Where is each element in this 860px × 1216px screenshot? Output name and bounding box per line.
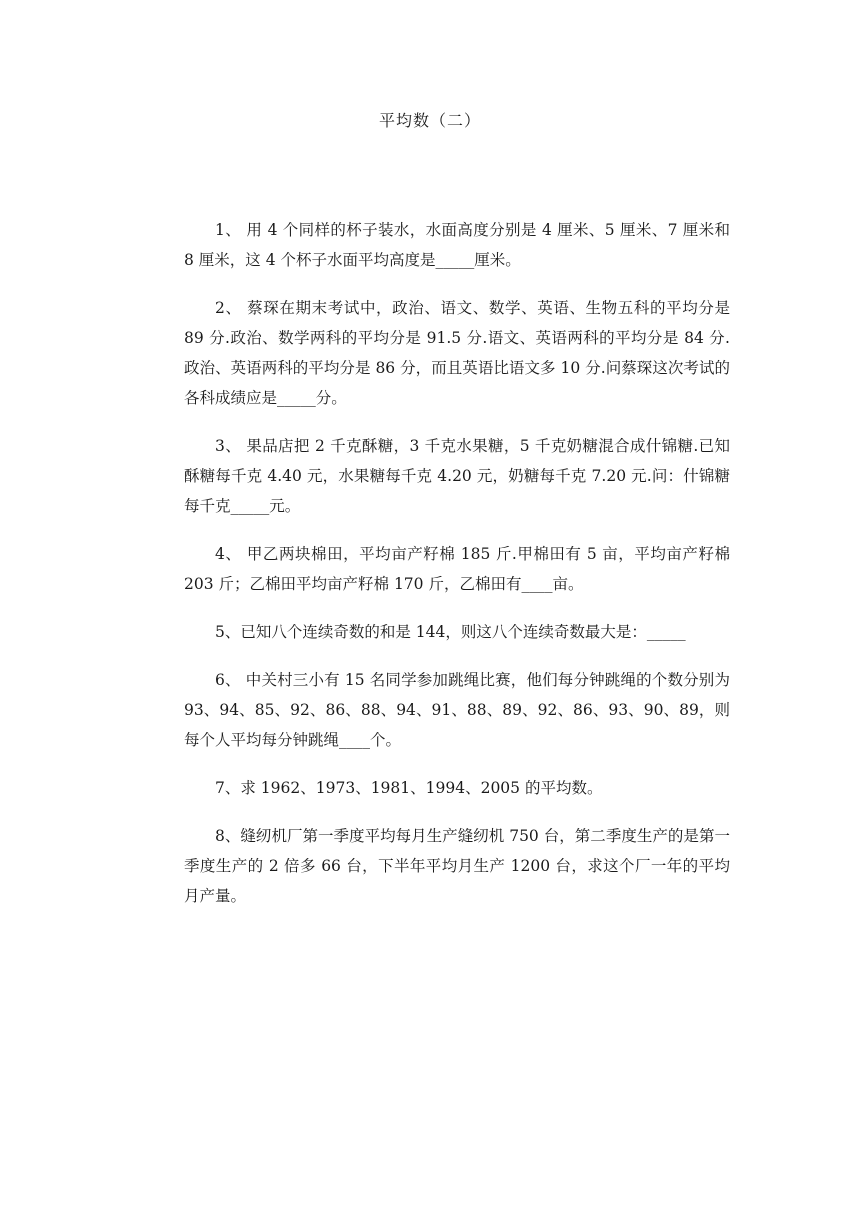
question-6 <box>184 665 730 755</box>
question-text: 缝纫机厂第一季度平均每月生产缝纫机 750 台，第二季度生产的是第一季度生产的 2 倍多 66 台，下半年平均月生产 1200 台，求这个厂一年的平均月产量。 <box>184 827 730 905</box>
question-number: 7、 <box>215 779 241 797</box>
question-4 <box>184 539 730 599</box>
question-5 <box>184 617 730 647</box>
page-title: 平均数（二） <box>378 111 481 130</box>
question-text: 蔡琛在期末考试中，政治、语文、数学、英语、生物五科的平均分是 89 分.政治、数学两科的平均分是 91.5 分.语文、英语两科的平均分是 84 分.政治、英语两科的平均分是 86 分，而且英语比语文多 10 分.问蔡琛这次考试的各科成绩应是_____分。 <box>184 299 730 407</box>
question-text: 中关村三小有 15 名同学参加跳绳比赛，他们每分钟跳绳的个数分别为 93、94、85、92、86、88、94、91、88、89、92、86、93、90、89，则每个人平均每分钟跳绳____个。 <box>184 671 730 749</box>
question-text: 果品店把 2 千克酥糖，3 千克水果糖，5 千克奶糖混合成什锦糖.已知酥糖每千克 4.40 元，水果糖每千克 4.20 元，奶糖每千克 7.20 元.问：什锦糖每千克_____元。 <box>184 437 730 515</box>
question-7 <box>184 773 730 803</box>
question-8 <box>184 821 730 911</box>
question-number: 2、 <box>215 299 242 317</box>
question-list <box>184 215 730 929</box>
question-number: 3、 <box>215 437 242 455</box>
question-text: 甲乙两块棉田，平均亩产籽棉 185 斤.甲棉田有 5 亩，平均亩产籽棉 203 斤；乙棉田平均亩产籽棉 170 斤，乙棉田有____亩。 <box>184 545 730 593</box>
question-number: 1、 <box>215 221 242 239</box>
question-1 <box>184 215 730 275</box>
question-text: 求 1962、1973、1981、1994、2005 的平均数。 <box>240 779 603 797</box>
question-text: 已知八个连续奇数的和是 144，则这八个连续奇数最大是：_____ <box>240 623 686 641</box>
question-number: 6、 <box>215 671 241 689</box>
question-3 <box>184 431 730 521</box>
question-number: 4、 <box>215 545 242 563</box>
question-number: 8、 <box>215 827 241 845</box>
question-number: 5、 <box>215 623 241 641</box>
question-text: 用 4 个同样的杯子装水，水面高度分别是 4 厘米、5 厘米、7 厘米和 8 厘米，这 4 个杯子水面平均高度是_____厘米。 <box>184 221 730 269</box>
question-2 <box>184 293 730 413</box>
